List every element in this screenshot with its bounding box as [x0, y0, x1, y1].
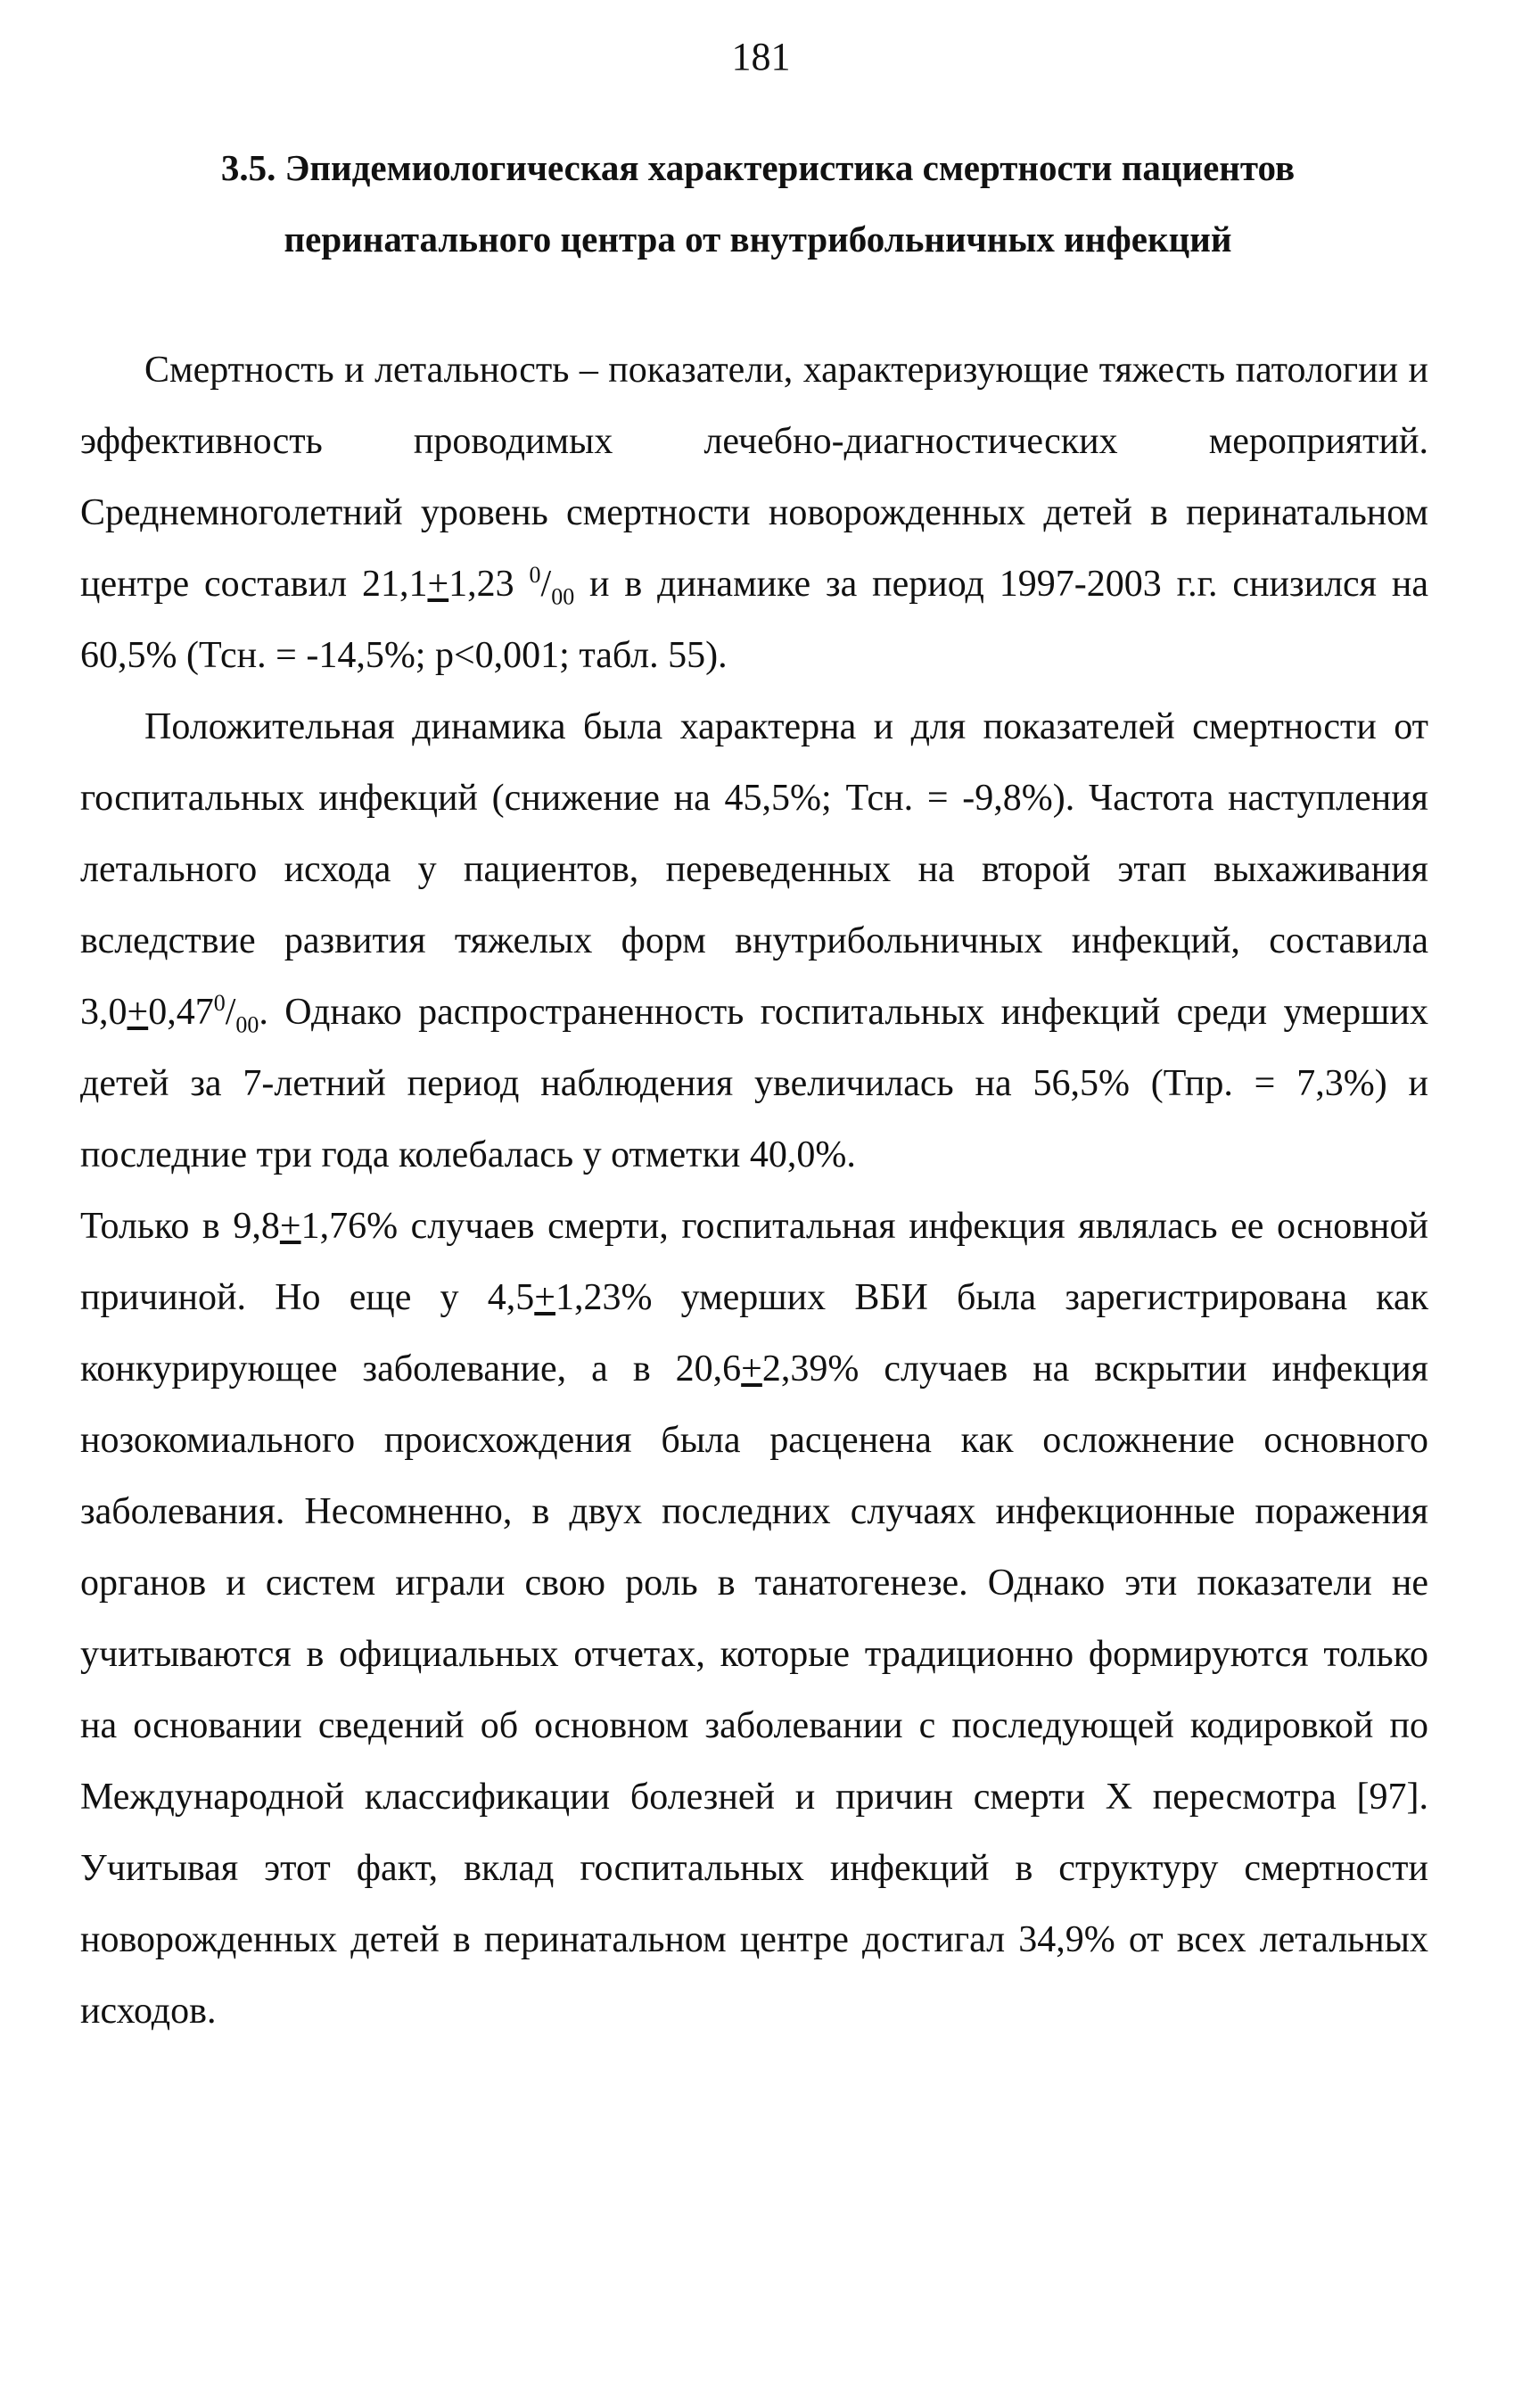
plus-minus-sign: +: [741, 1348, 762, 1390]
permille-superscript: 0: [213, 990, 226, 1016]
paragraph-dynamics-text-a: Положительная динамика была характерна и для показателей смертности от госпитальных инфекций (снижение на 45,5%; Тсн. = -9,8%). Частота наступления летального исхода у пациентов, переведенных на второй этап выхаживания вследствие развития тяжелых форм внутрибольничных инфекций, составила 3,0: [80, 706, 1428, 1033]
paragraph-mortality-text-c: и в динамике за период 1997-2003 г.г. снизился на 60,5% (Тсн. = -14,5%; p<0,001; табл. 55).: [80, 564, 1428, 676]
plus-minus-sign: +: [427, 564, 449, 605]
paragraph-dynamics: [80, 691, 1428, 1191]
page-number: 181: [731, 35, 791, 78]
permille-slash: /: [225, 992, 236, 1033]
paragraph-causes-text-a: Только в 9,8: [80, 1206, 280, 1247]
plus-minus-sign: +: [127, 992, 149, 1033]
paragraph-dynamics-text-c: . Однако распространенность госпитальных инфекций среди умерших детей за 7-летний период наблюдения увеличилась на 56,5% (Тпр. = 7,3%) и последние три года колебалась у отметки 40,0%.: [80, 992, 1428, 1175]
paragraph-causes-text-c: 1,23% умерших ВБИ была зарегистрирована как конкурирующее заболевание, а в 20,6: [80, 1277, 1428, 1390]
paragraph-causes-text-b: 1,76% случаев смерти, госпитальная инфекция являлась ее основной причиной. Но еще у 4,5: [80, 1206, 1428, 1318]
paragraph-causes-text-d: 2,39% случаев на вскрытии инфекция нозокомиального происхождения была расценена как осложнение основного заболевания. Несомненно, в двух последних случаях инфекционные поражения органов и систем играли свою роль в танатогенезе. Однако эти показатели не учитываются в официальных отчетах, которые традиционно формируются только на основании сведений об основном заболевании с последующей кодировкой по Международной классификации болезней и причин смерти X пересмотра [97]. Учитывая этот факт, вклад госпитальных инфекций в структуру смертности новорожденных детей в перинатальном центре достигал 34,9% от всех летальных исходов.: [80, 1348, 1428, 2032]
permille-subscript: 00: [235, 1011, 259, 1038]
plus-minus-sign: +: [279, 1206, 301, 1247]
paragraph-mortality-text-a: Смертность и летальность – показатели, характеризующие тяжесть патологии и эффективность проводимых лечебно-диагностических мероприятий. Среднемноголетний уровень смертности новорожденных детей в перинатальном центре составил 21,1: [80, 350, 1428, 605]
section-heading-line-1: 3.5. Эпидемиологическая характеристика смертности пациентов: [220, 147, 1296, 188]
permille-slash: /: [540, 564, 552, 605]
section-heading-line-2: перинатального центра от внутрибольничных инфекций: [284, 219, 1232, 260]
paragraph-mortality: [80, 334, 1428, 691]
paragraph-dynamics-text-b: 0,47: [148, 992, 214, 1033]
permille-subscript: 00: [551, 583, 575, 610]
body-text: [80, 334, 1428, 2047]
paragraph-causes: [80, 1191, 1428, 2047]
section-heading: [89, 132, 1427, 275]
plus-minus-sign: +: [534, 1277, 555, 1318]
paragraph-mortality-text-b: 1,23: [448, 564, 530, 605]
permille-superscript: 0: [529, 562, 541, 588]
